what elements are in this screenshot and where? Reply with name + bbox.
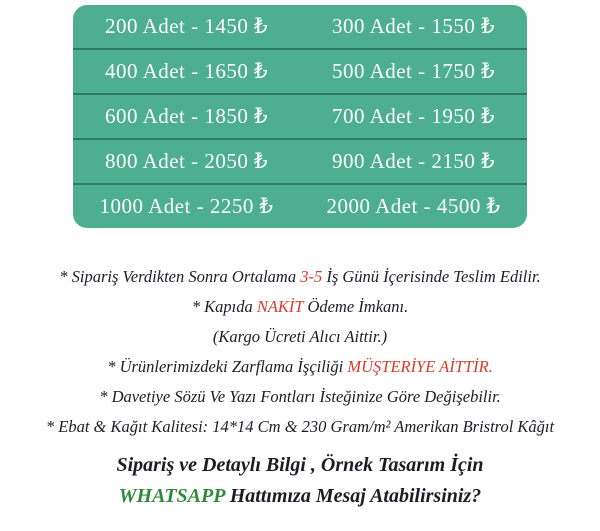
footer-line-info: Sipariş ve Detaylı Bilgi , Örnek Tasarım İçin (116, 454, 484, 476)
price-table (73, 5, 527, 228)
whatsapp-label: WHATSAPP (118, 485, 225, 507)
price-cell: 800 Adet - 2050 ₺ (104, 149, 269, 173)
note-text: (Kargo Ücreti Alıcı Aittir.) (212, 327, 388, 346)
note-highlight: MÜŞTERİYE AİTTİR. (347, 357, 493, 376)
price-cell: 600 Adet - 1850 ₺ (104, 104, 269, 128)
note-text: * Ürünlerimizdeki Zarflama İşçiliği (107, 357, 348, 376)
price-cell: 2000 Adet - 4500 ₺ (326, 194, 501, 218)
price-table-row (73, 48, 527, 93)
note-envelope-labor (0, 352, 600, 382)
note-text: * Sipariş Verdikten Sonra Ortalama (59, 267, 301, 286)
note-customizable-fonts (0, 382, 600, 412)
note-text: İş Günü İçerisinde Teslim Edilir. (322, 267, 541, 286)
price-table-row (73, 5, 527, 48)
price-cell: 200 Adet - 1450 ₺ (104, 14, 269, 38)
price-cell: 400 Adet - 1650 ₺ (104, 59, 269, 83)
price-cell: 1000 Adet - 2250 ₺ (99, 194, 274, 218)
note-text: * Ebat & Kağıt Kalitesi: 14*14 Cm & 230 Gram/m² Amerikan Bristrol Kâğıt (45, 417, 555, 436)
price-cell: 900 Adet - 2150 ₺ (331, 149, 496, 173)
footer-cta (0, 450, 600, 512)
note-cash-payment (0, 292, 600, 322)
note-text: * Kapıda (191, 297, 257, 316)
footer-line-whatsapp (0, 481, 600, 512)
price-cell: 700 Adet - 1950 ₺ (331, 104, 496, 128)
note-highlight: NAKİT (256, 297, 304, 316)
price-table-row (73, 93, 527, 138)
price-table-row (73, 183, 527, 228)
notes-section (0, 262, 600, 442)
note-delivery-time (0, 262, 600, 292)
price-cell: 500 Adet - 1750 ₺ (331, 59, 496, 83)
note-shipping-fee (0, 322, 600, 352)
note-text: * Davetiye Sözü Ve Yazı Fontları İsteğinize Göre Değişebilir. (99, 387, 501, 406)
footer-text: Hattımıza Mesaj Atabilirsiniz? (224, 485, 482, 507)
note-size-paper-quality (0, 412, 600, 442)
price-cell: 300 Adet - 1550 ₺ (331, 14, 496, 38)
price-table-row (73, 138, 527, 183)
note-highlight: 3-5 (300, 267, 323, 286)
note-text: Ödeme İmkanı. (303, 297, 409, 316)
